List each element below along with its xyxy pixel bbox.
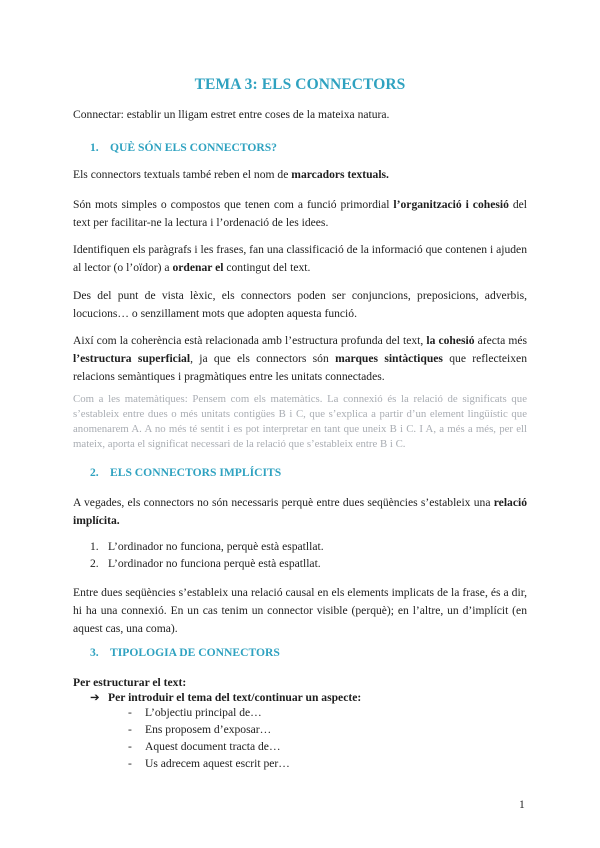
dash-list-item: [128, 757, 290, 770]
dash-bullet: -: [128, 740, 132, 753]
dash-item-text: Us adrecem aquest escrit per…: [145, 757, 290, 770]
bold-run: marcadors textuals.: [291, 168, 389, 181]
text-run: afecta més: [474, 334, 528, 347]
section-number: 3.: [90, 646, 99, 659]
list-item: [90, 540, 324, 553]
subsection-label: Per estructurar el text:: [73, 676, 187, 689]
dash-bullet: -: [128, 706, 132, 719]
arrow-list-item: [90, 690, 361, 704]
dash-item-text: Ens proposem d’exposar…: [145, 723, 272, 736]
dash-list-item: [128, 740, 281, 753]
text-run: Els connectors textuals també reben el nom de: [73, 168, 292, 181]
text-run: del text per facilitar-ne la lectura i l’ordenació de les idees.: [73, 198, 527, 229]
paragraph: Des del punt de vista lèxic, els connectors poden ser conjuncions, preposicions, adverbis, locucions… o senzillament mots que adopten aquesta funció.: [73, 289, 527, 320]
list-text: L’ordinador no funciona, perquè està espatllat.: [108, 540, 324, 553]
bold-run: l’organització i cohesió: [393, 198, 509, 211]
arrow-item-text: Per introduir el tema del text/continuar un aspecte:: [108, 691, 362, 704]
section-heading-2: [90, 466, 281, 479]
dash-bullet: -: [128, 757, 132, 770]
bold-run: ordenar el: [172, 261, 224, 274]
paragraph: [73, 166, 527, 184]
text-run: Són mots simples o compostos que tenen com a funció primordial: [73, 198, 394, 211]
paragraph: [73, 196, 527, 232]
dash-list-item: [128, 723, 271, 736]
paragraph: [73, 241, 527, 277]
intro-paragraph: Connectar: establir un lligam estret entre coses de la mateixa natura.: [73, 108, 390, 121]
dash-item-text: Aquest document tracta de…: [145, 740, 281, 753]
section-title: TIPOLOGIA DE CONNECTORS: [110, 646, 280, 659]
text-run: Identifiquen els paràgrafs i les frases, fan una classificació de la informació que contenen i ajuden al lector (o l’oïdor) a: [73, 243, 527, 274]
dash-list-item: [128, 706, 262, 719]
bold-run: marques sintàctiques: [335, 352, 443, 365]
text-run: que reflecteixen relacions semàntiques i pragmàtiques entre les unitats connectades.: [73, 352, 528, 383]
bold-run: l’estructura superficial: [73, 352, 191, 365]
text-run: A vegades, els connectors no són necessaris perquè entre dues seqüències s’estableix una: [73, 496, 494, 509]
text-run: contingut del text.: [223, 261, 311, 274]
section-title: QUÈ SÓN ELS CONNECTORS?: [110, 141, 277, 154]
paragraph: [73, 494, 527, 530]
bold-run: la cohesió: [426, 334, 475, 347]
muted-paragraph: Com a les matemàtiques: Pensem com els matemàtics. La connexió és la relació de significats que s’estableix entre dues o més unitats contigües B i C, que s’explica a partir d’un element lingüístic que anomenarem A. A no més té sentit i es pot interpretar en tant que uneix B i C. I A, a més a més, per ell mateix, aporta el significat necessari de la relació que s’estableix entre B i C.: [73, 393, 527, 450]
section-title: ELS CONNECTORS IMPLÍCITS: [110, 466, 282, 479]
list-number: 2.: [90, 557, 99, 570]
text-run: Així com la coherència està relacionada amb l’estructura profunda del text,: [73, 334, 427, 347]
list-item: [90, 557, 321, 570]
text-run: , ja que els connectors són: [190, 352, 336, 365]
page-title: TEMA 3: ELS CONNECTORS: [194, 76, 406, 93]
list-text: L’ordinador no funciona perquè està espatllat.: [108, 557, 321, 570]
list-number: 1.: [90, 540, 99, 553]
arrow-icon: ➔: [90, 691, 100, 704]
paragraph: [73, 332, 527, 386]
bold-run: relació implícita.: [73, 496, 527, 527]
dash-item-text: L’objectiu principal de…: [145, 706, 262, 719]
page-number: 1: [519, 798, 525, 811]
section-heading-3: [90, 646, 280, 659]
section-heading-1: [90, 141, 277, 154]
section-number: 2.: [90, 466, 99, 479]
section-number: 1.: [90, 141, 99, 154]
paragraph: Entre dues seqüències s’estableix una relació causal en els elements implicats de la frase, és a dir, hi ha una connexió. En un cas tenim un connector visible (perquè); en l’altre, un d’implícit (en aquest cas, una coma).: [73, 586, 527, 635]
dash-bullet: -: [128, 723, 132, 736]
